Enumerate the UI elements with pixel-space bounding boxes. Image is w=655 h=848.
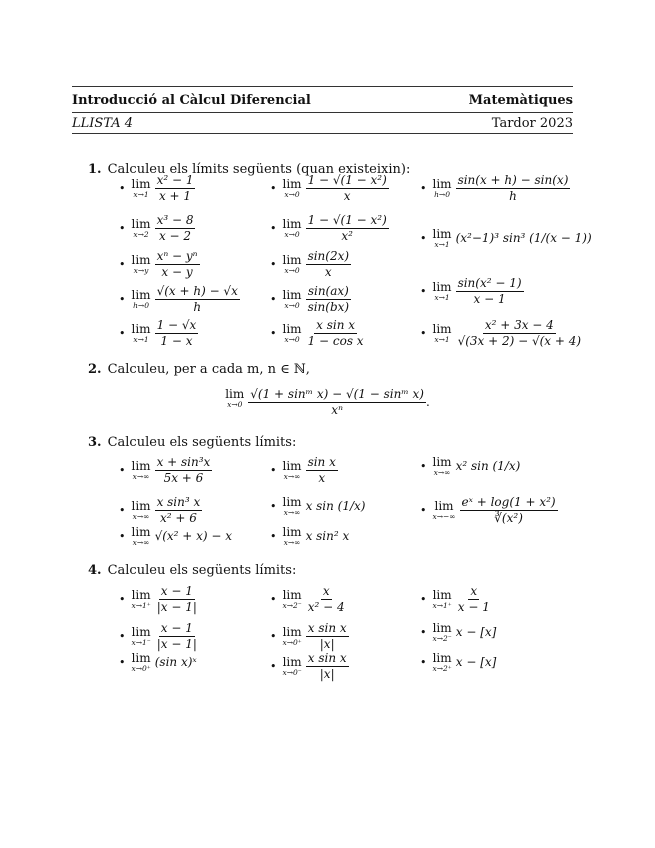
fraction-denominator: h: [193, 299, 202, 314]
limit-subscript: x→∞: [132, 538, 150, 547]
fraction-denominator: 1 − cos x: [307, 333, 364, 348]
limit-subscript: x→2⁺: [432, 664, 452, 673]
limit-item: [420, 174, 570, 202]
limit-expression: x sin² x: [305, 529, 350, 544]
limit-operator: [433, 500, 456, 521]
fraction-denominator: x − y: [161, 264, 193, 279]
limit-fraction: [306, 174, 389, 202]
limit-operator: [132, 254, 151, 275]
limit-fraction: [155, 174, 196, 202]
bullet-icon: •: [119, 181, 126, 195]
lim-word: lim: [432, 227, 452, 241]
fraction-denominator: x²: [341, 228, 353, 243]
limit-fraction: [456, 277, 524, 305]
problem-statement: Calculeu els límits següents (quan existeixin):: [107, 162, 411, 177]
header-middle-rule: [72, 112, 573, 113]
department-name: Matemàtiques: [468, 93, 573, 108]
limit-item: [270, 652, 349, 680]
limit-item: [270, 622, 349, 650]
limit-subscript: x→0: [284, 229, 300, 239]
limit-item: [119, 496, 202, 524]
fraction-numerator: x sin³ x: [156, 495, 201, 509]
fraction-denominator: x − 1: [473, 291, 506, 306]
limit-item: [119, 250, 200, 278]
limit-subscript: x→2⁻: [432, 634, 452, 643]
limit-item: [270, 319, 366, 347]
limit-fraction: [306, 622, 349, 650]
limit-item: [270, 250, 351, 278]
limit-operator: [283, 656, 302, 677]
fraction-numerator: 1 − √(1 − x²): [307, 213, 387, 227]
bullet-icon: •: [420, 655, 427, 669]
fraction-numerator: xⁿ − yⁿ: [156, 249, 198, 263]
limit-fraction: [460, 496, 558, 524]
bullet-icon: •: [119, 629, 126, 643]
lim-word: lim: [131, 287, 151, 302]
limit-operator: [283, 254, 302, 275]
limit-operator: [283, 496, 302, 517]
limit-item: [119, 174, 195, 202]
limit-operator: [283, 289, 302, 310]
lim-word: lim: [282, 216, 302, 231]
limit-operator: [283, 626, 302, 647]
problem-3: [88, 435, 296, 450]
limit-subscript: x→2: [133, 229, 149, 239]
lim-word: lim: [282, 287, 302, 302]
limit-subscript: h→0: [434, 189, 450, 199]
fraction-denominator: sin(bx): [307, 299, 350, 314]
limit-fraction: [155, 214, 196, 242]
bullet-icon: •: [420, 592, 427, 606]
fraction-denominator: x: [343, 188, 351, 203]
limit-item: [119, 652, 197, 673]
lim-word: lim: [282, 252, 302, 267]
lim-word: lim: [432, 321, 452, 336]
limit-item: [270, 585, 347, 613]
fraction-denominator: x² − 4: [307, 599, 345, 614]
bullet-icon: •: [270, 592, 277, 606]
bullet-icon: •: [420, 181, 427, 195]
limit-fraction: [155, 585, 199, 613]
lim-word: lim: [432, 621, 452, 635]
limit-item: [270, 214, 389, 242]
fraction-numerator: 1 − √(1 − x²): [307, 173, 387, 187]
limit-operator: [433, 589, 452, 610]
limit-subscript: x→0: [227, 400, 243, 409]
bullet-icon: •: [119, 292, 126, 306]
limit-subscript: x→−∞: [432, 511, 456, 521]
fraction-denominator: h: [509, 188, 517, 203]
fraction-numerator: x − 1: [160, 584, 193, 598]
fraction-denominator: |x|: [319, 666, 335, 681]
lim-word: lim: [432, 176, 452, 191]
fraction-numerator: x³ − 8: [156, 213, 194, 227]
limit-subscript: x→∞: [132, 511, 150, 521]
bullet-icon: •: [420, 326, 427, 340]
limit-subscript: x→∞: [132, 471, 150, 481]
fraction-numerator: x: [470, 584, 478, 598]
bullet-icon: •: [119, 257, 126, 271]
limit-subscript: x→0: [284, 300, 300, 310]
lim-word: lim: [131, 651, 151, 665]
limit-subscript: x→1: [133, 189, 149, 199]
limit-item: [270, 456, 338, 484]
lim-word: lim: [131, 321, 151, 336]
bullet-icon: •: [270, 659, 277, 673]
fraction-numerator: sin(2x): [307, 249, 350, 263]
limit-subscript: x→1⁺: [131, 600, 151, 610]
bullet-icon: •: [270, 499, 277, 513]
limit-item: [119, 319, 198, 347]
lim-word: lim: [282, 654, 302, 669]
limit-item: [119, 214, 195, 242]
lim-word: lim: [282, 495, 302, 509]
fraction-numerator: eˣ + log(1 + x²): [461, 495, 556, 509]
limit-fraction: [456, 174, 571, 202]
limit-subscript: x→0: [284, 189, 300, 199]
problem-statement: Calculeu, per a cada m, n ∈ ℕ,: [107, 362, 310, 377]
limit-item: [119, 526, 232, 547]
limit-expression: (sin x)ˣ: [154, 655, 197, 670]
problem-number: 1.: [88, 162, 102, 177]
limit-operator: [283, 323, 302, 344]
problem-statement: Calculeu els següents límits:: [107, 563, 297, 578]
limit-fraction: [456, 319, 584, 347]
course-title: Introducció al Càlcul Diferencial: [72, 93, 311, 108]
limit-fraction: [155, 456, 213, 484]
limit-item: [420, 652, 496, 673]
limit-operator: [283, 178, 302, 199]
limit-item: [420, 585, 492, 613]
fraction-denominator: |x|: [319, 636, 335, 651]
limit-operator: [132, 589, 151, 610]
fraction-numerator: x sin x: [307, 621, 347, 635]
limit-subscript: x→0: [284, 334, 300, 344]
fraction-numerator: 1 − √x: [156, 318, 197, 332]
limit-fraction: [306, 456, 338, 484]
limit-subscript: x→y: [133, 265, 149, 275]
limit-operator: [433, 652, 452, 673]
header-bottom-rule: [72, 133, 573, 134]
bullet-icon: •: [270, 181, 277, 195]
limit-subscript: x→1⁻: [131, 637, 151, 647]
limit-fraction: [306, 285, 352, 313]
limit-operator: [283, 460, 302, 481]
bullet-icon: •: [119, 326, 126, 340]
limit-fraction: [306, 319, 366, 347]
lim-word: lim: [282, 525, 302, 539]
fraction-numerator: x² + 3x − 4: [484, 318, 554, 332]
lim-word: lim: [282, 587, 302, 602]
limit-operator: [433, 228, 452, 249]
limit-operator: [433, 281, 452, 302]
limit-subscript: x→1: [434, 240, 450, 249]
limit-operator: [283, 218, 302, 239]
fraction-numerator: sin(ax): [307, 284, 349, 298]
list-label: LLISTA 4: [72, 116, 134, 131]
bullet-icon: •: [119, 221, 126, 235]
lim-word: lim: [131, 216, 151, 231]
limit-item: [420, 228, 592, 249]
fraction-numerator: sin(x² − 1): [457, 276, 522, 290]
limit-fraction: [306, 214, 389, 242]
bullet-icon: •: [270, 629, 277, 643]
fraction-denominator: |x − 1|: [156, 636, 197, 651]
lim-word: lim: [131, 525, 151, 539]
limit-item: [420, 277, 524, 305]
lim-word: lim: [282, 458, 302, 473]
lim-word: lim: [131, 458, 151, 473]
display-limit: [0, 388, 655, 416]
fraction-denominator: √(3x + 2) − √(x + 4): [457, 333, 582, 348]
lim-word: lim: [432, 455, 452, 469]
lim-word: lim: [131, 498, 151, 513]
term-label: Tardor 2023: [491, 116, 573, 131]
fraction-denominator: |x − 1|: [156, 599, 197, 614]
limit-operator: [132, 289, 151, 310]
limit-operator: [433, 622, 452, 643]
fraction-denominator: x − 1: [457, 599, 490, 614]
limit-expression: (x²−1)³ sin³ (1/(x − 1)): [455, 231, 592, 246]
bullet-icon: •: [420, 284, 427, 298]
bullet-icon: •: [270, 221, 277, 235]
limit-subscript: x→0⁺: [282, 637, 302, 647]
limit-item: [420, 496, 558, 524]
limit-operator: [433, 456, 452, 477]
limit-operator: [433, 323, 452, 344]
fraction-numerator: sin(x + h) − sin(x): [457, 173, 569, 187]
bullet-icon: •: [119, 592, 126, 606]
fraction-denominator: xⁿ: [331, 402, 343, 417]
limit-subscript: x→1: [434, 334, 450, 344]
limit-fraction: [155, 285, 240, 313]
fraction-numerator: sin x: [307, 455, 336, 469]
limit-fraction: [155, 622, 199, 650]
limit-subscript: h→0: [133, 300, 149, 310]
lim-word: lim: [282, 624, 302, 639]
fraction-numerator: x + sin³x: [156, 455, 211, 469]
limit-subscript: x→∞: [283, 471, 301, 481]
limit-fraction: [155, 496, 203, 524]
bullet-icon: •: [119, 655, 126, 669]
fraction-numerator: √(x + h) − √x: [156, 284, 238, 298]
bullet-icon: •: [270, 257, 277, 271]
limit-item: [420, 622, 496, 643]
limit-expression: x − [x]: [455, 655, 497, 670]
limit-fraction: [306, 585, 347, 613]
limit-subscript: x→0⁺: [131, 664, 151, 673]
fraction-denominator: 1 − x: [160, 333, 193, 348]
fraction-numerator: x: [322, 584, 330, 598]
lim-word: lim: [225, 387, 245, 401]
bullet-icon: •: [119, 503, 126, 517]
fraction-denominator: x² + 6: [159, 510, 197, 525]
limit-operator: [132, 500, 151, 521]
fraction-denominator: x: [318, 470, 326, 485]
limit-item: [119, 456, 212, 484]
limit-expression: x sin (1/x): [305, 499, 366, 514]
limit-operator: [132, 652, 151, 673]
lim-word: lim: [282, 176, 302, 191]
limit-subscript: x→∞: [283, 508, 301, 517]
header-top-rule: [72, 86, 573, 87]
limit-subscript: x→∞: [433, 468, 451, 477]
limit-fraction: [306, 250, 352, 278]
limit-subscript: x→1: [434, 292, 450, 302]
limit-expression: x² sin (1/x): [455, 459, 521, 474]
limit-operator: [225, 388, 244, 416]
fraction-denominator: ∛(x²): [494, 510, 523, 525]
limit-operator: [132, 323, 151, 344]
limit-item: [119, 585, 199, 613]
lim-word: lim: [432, 651, 452, 665]
fraction-denominator: x − 2: [158, 228, 192, 243]
limit-subscript: x→1⁺: [432, 600, 452, 610]
problem-number: 2.: [88, 362, 102, 377]
bullet-icon: •: [119, 529, 126, 543]
limit-fraction: [155, 250, 200, 278]
problem-number: 4.: [88, 563, 102, 578]
lim-word: lim: [131, 176, 151, 191]
limit-subscript: x→∞: [283, 538, 301, 547]
limit-operator: [283, 526, 302, 547]
lim-word: lim: [432, 587, 452, 602]
fraction-numerator: x sin x: [307, 651, 347, 665]
lim-word: lim: [131, 252, 151, 267]
limit-fraction: [155, 319, 199, 347]
fraction-denominator: x: [324, 264, 332, 279]
limit-subscript: x→0: [284, 265, 300, 275]
bullet-icon: •: [420, 459, 427, 473]
limit-expression: x − [x]: [455, 625, 497, 640]
limit-expression: √(x² + x) − x: [154, 529, 233, 544]
bullet-icon: •: [270, 529, 277, 543]
problem-2: [88, 362, 310, 377]
bullet-icon: •: [270, 326, 277, 340]
problem-statement: Calculeu els següents límits:: [107, 435, 297, 450]
limit-subscript: x→0⁻: [282, 667, 302, 677]
limit-item: [119, 622, 199, 650]
limit-item: [270, 174, 389, 202]
bullet-icon: •: [270, 292, 277, 306]
limit-operator: [132, 218, 151, 239]
fraction-numerator: x sin x: [316, 318, 356, 332]
problem-number: 3.: [88, 435, 102, 450]
limit-subscript: x→1: [133, 334, 149, 344]
problem-4: [88, 563, 296, 578]
limit-item: [420, 456, 520, 477]
limit-operator: [433, 178, 452, 199]
limit-fraction: [456, 585, 492, 613]
limit-item: [420, 319, 583, 347]
fraction-numerator: x − 1: [160, 621, 193, 635]
lim-word: lim: [282, 321, 302, 336]
limit-operator: [283, 589, 302, 610]
limit-operator: [132, 460, 151, 481]
lim-word: lim: [434, 498, 454, 513]
display-period: .: [425, 395, 430, 410]
limit-item: [270, 496, 366, 517]
fraction-numerator: √(1 + sinᵐ x) − √(1 − sinᵐ x): [250, 387, 424, 401]
limit-item: [270, 285, 351, 313]
lim-word: lim: [432, 279, 452, 294]
limit-item: [270, 526, 349, 547]
limit-fraction: [248, 388, 426, 416]
limit-operator: [132, 526, 151, 547]
limit-subscript: x→2⁻: [282, 600, 302, 610]
bullet-icon: •: [270, 463, 277, 477]
fraction-numerator: x² − 1: [156, 173, 194, 187]
lim-word: lim: [131, 624, 151, 639]
limit-fraction: [306, 652, 349, 680]
bullet-icon: •: [420, 625, 427, 639]
bullet-icon: •: [420, 231, 427, 245]
bullet-icon: •: [420, 503, 427, 517]
limit-operator: [132, 626, 151, 647]
fraction-denominator: x + 1: [158, 188, 192, 203]
lim-word: lim: [131, 587, 151, 602]
limit-operator: [132, 178, 151, 199]
limit-item: [119, 285, 240, 313]
bullet-icon: •: [119, 463, 126, 477]
fraction-denominator: 5x + 6: [163, 470, 204, 485]
